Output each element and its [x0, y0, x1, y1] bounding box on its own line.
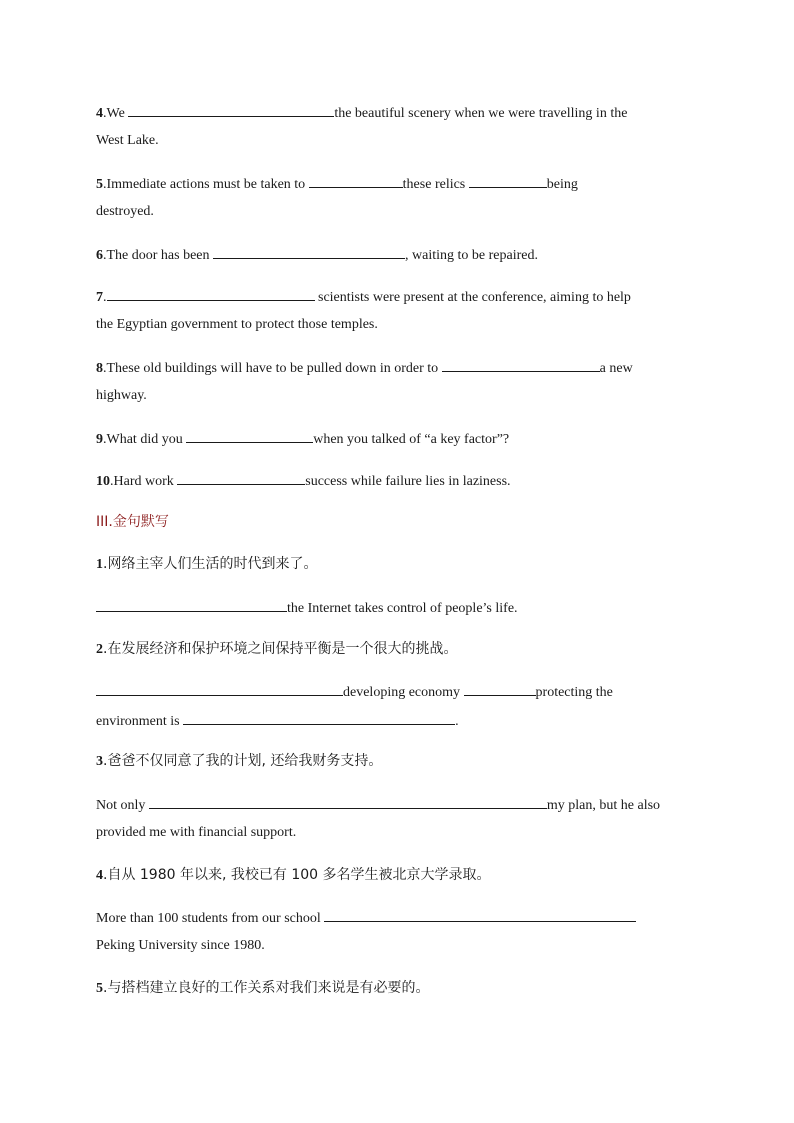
exercise-9-line1: 9.What did you when you talked of “a key factor”?: [96, 429, 509, 449]
sentence-4-en-line2: Peking University since 1980.: [96, 938, 265, 953]
exercise-number: 8: [96, 361, 103, 376]
answer-blank[interactable]: [96, 682, 343, 696]
exercise-6-line1: 6.The door has been , waiting to be repaired.: [96, 245, 538, 265]
answer-blank[interactable]: [107, 287, 315, 301]
sentence-number: 1: [96, 557, 103, 572]
exercise-10-line1: 10.Hard work success while failure lies in laziness.: [96, 471, 511, 491]
answer-blank[interactable]: [96, 598, 287, 612]
sentence-1-en: the Internet takes control of people’s life.: [96, 598, 518, 618]
exercise-7-line2: the Egyptian government to protect those temples.: [96, 317, 378, 332]
exercise-number: 7: [96, 290, 103, 305]
answer-blank[interactable]: [324, 908, 636, 922]
answer-blank[interactable]: [186, 429, 313, 443]
exercise-number: 4: [96, 106, 103, 121]
exercise-number: 10: [96, 474, 110, 489]
exercise-4-line2: West Lake.: [96, 133, 159, 148]
exercise-number: 5: [96, 177, 103, 192]
answer-blank[interactable]: [149, 795, 547, 809]
answer-blank[interactable]: [213, 245, 405, 259]
sentence-4-en-line1: More than 100 students from our school: [96, 908, 636, 928]
answer-blank[interactable]: [442, 358, 600, 372]
exercise-4-line1: 4.We the beautiful scenery when we were travelling in the: [96, 103, 627, 123]
sentence-5-cn: 5.与搭档建立良好的工作关系对我们来说是有必要的。: [96, 980, 430, 996]
exercise-number: 6: [96, 248, 103, 263]
sentence-3-en-line2: provided me with financial support.: [96, 825, 297, 840]
answer-blank[interactable]: [469, 174, 547, 188]
exercise-5-line1: 5.Immediate actions must be taken to these relics being: [96, 174, 578, 194]
sentence-number: 2: [96, 642, 103, 657]
sentence-2-en-line1: developing economy protecting the: [96, 682, 613, 702]
sentence-2-en-line2: environment is .: [96, 711, 459, 731]
exercise-8-line2: highway.: [96, 388, 147, 403]
section-heading: III.金句默写: [96, 514, 169, 530]
answer-blank[interactable]: [464, 682, 536, 696]
sentence-number: 4: [96, 868, 103, 883]
sentence-2-cn: 2.在发展经济和保护环境之间保持平衡是一个很大的挑战。: [96, 641, 458, 657]
exercise-7-line1: 7. scientists were present at the conference, aiming to help: [96, 287, 631, 307]
answer-blank[interactable]: [177, 471, 305, 485]
answer-blank[interactable]: [309, 174, 403, 188]
exercise-5-line2: destroyed.: [96, 204, 154, 219]
sentence-4-cn: 4.自从 1980 年以来, 我校已有 100 多名学生被北京大学录取。: [96, 867, 491, 883]
sentence-number: 5: [96, 981, 103, 996]
exercise-8-line1: 8.These old buildings will have to be pulled down in order to a new: [96, 358, 633, 378]
exercise-number: 9: [96, 432, 103, 447]
answer-blank[interactable]: [128, 103, 334, 117]
sentence-3-cn: 3.爸爸不仅同意了我的计划, 还给我财务支持。: [96, 753, 383, 769]
answer-blank[interactable]: [183, 711, 455, 725]
sentence-1-cn: 1.网络主宰人们生活的时代到来了。: [96, 556, 318, 572]
sentence-3-en-line1: Not only my plan, but he also: [96, 795, 660, 815]
sentence-number: 3: [96, 754, 103, 769]
